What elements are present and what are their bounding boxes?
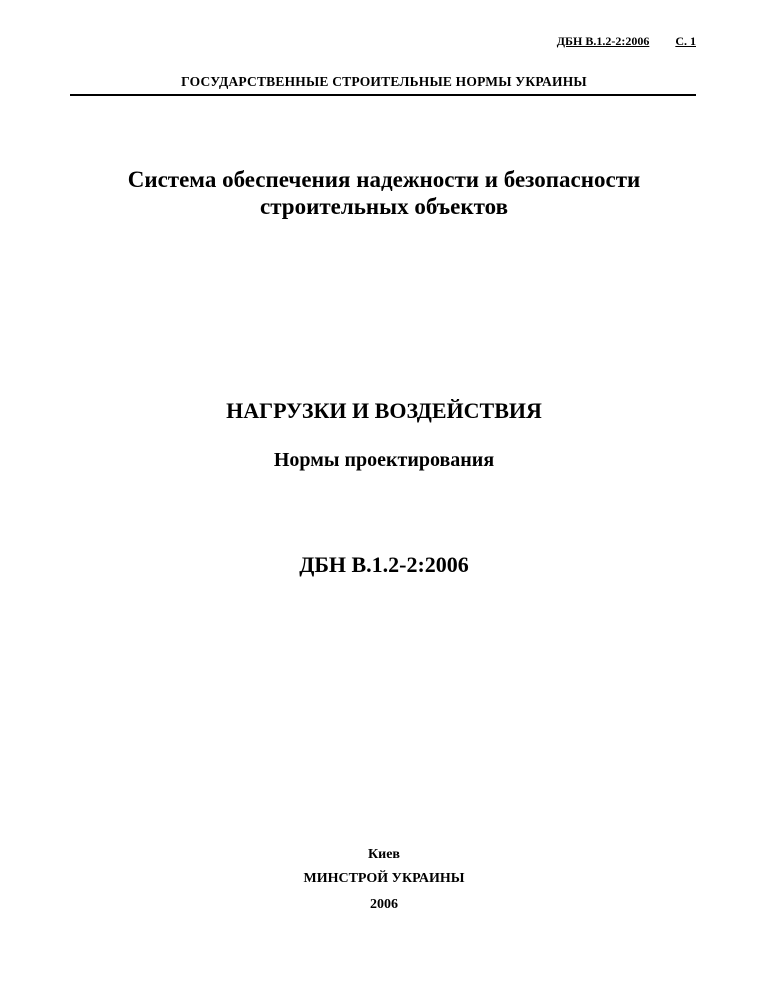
header-page-number: С. 1 [675,34,696,48]
series-title [0,166,768,220]
document-subtitle: Нормы проектирования [273,449,495,471]
header-rule [70,94,696,96]
imprint-publisher: МИНСТРОЙ УКРАИНЫ [303,871,465,886]
series-title-line-1: Система обеспечения надежности и безопасности [127,167,641,192]
imprint-year: 2006 [370,897,398,912]
document-code: ДБН В.1.2-2:2006 [299,552,469,577]
org-title: ГОСУДАРСТВЕННЫЕ СТРОИТЕЛЬНЫЕ НОРМЫ УКРАИНЫ [181,74,587,89]
imprint-city: Киев [368,847,400,862]
running-header [557,34,696,49]
header-doc-ref: ДБН В.1.2-2:2006 [556,34,650,48]
series-title-line-2: строительных объектов [259,194,508,219]
document-title: НАГРУЗКИ И ВОЗДЕЙСТВИЯ [226,398,542,423]
